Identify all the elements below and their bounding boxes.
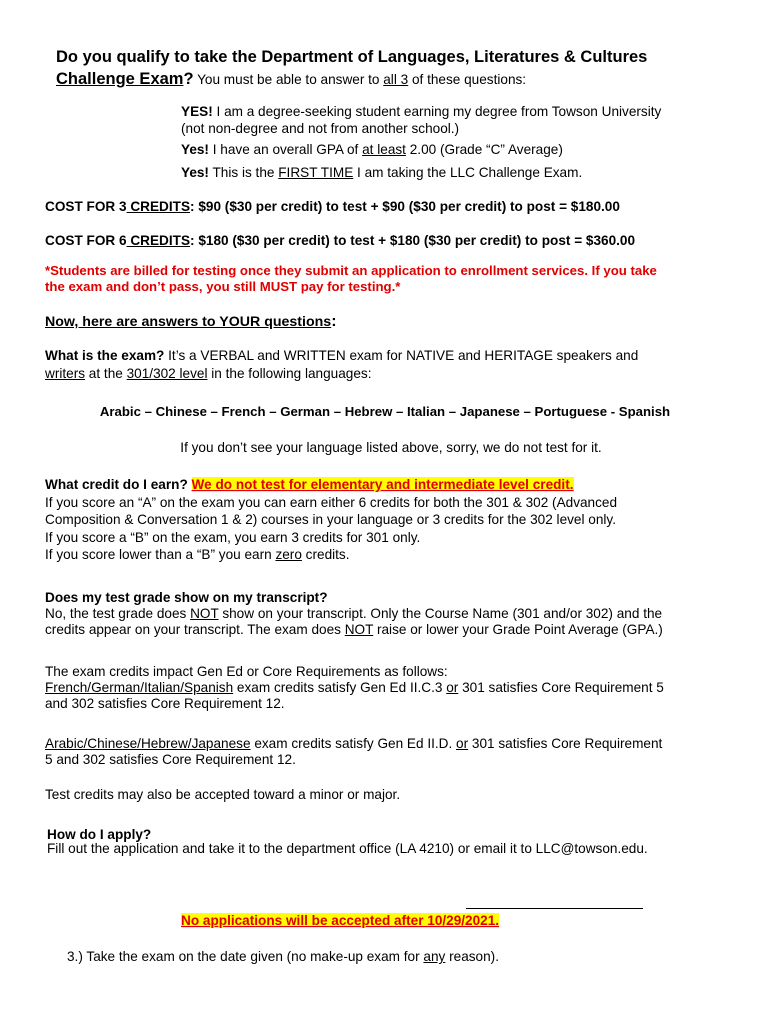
- transcript-question: [45, 590, 328, 605]
- step-3: [67, 949, 499, 964]
- signature-line: [466, 908, 643, 909]
- transcript-not-2: NOT: [344, 622, 374, 637]
- qualification-yes-1: [181, 104, 661, 119]
- exam-answer-1: It’s a VERBAL and WRITTEN exam for NATIVE and HERITAGE speakers and: [164, 348, 639, 363]
- credit-question: [45, 477, 574, 492]
- exam-at-the: at the: [85, 366, 127, 381]
- transcript-text-2b: raise or lower your Grade Point Average (GPA.): [373, 622, 663, 637]
- step-3-any: any: [423, 949, 446, 964]
- transcript-not-1: NOT: [190, 606, 219, 621]
- apply-question-label: How do I apply?: [47, 827, 152, 842]
- title-tail-underlined: all 3: [383, 72, 409, 87]
- exam-question-label: What is the exam?: [45, 348, 165, 363]
- warning-text-2: the exam and don’t pass, you still MUST pay for testing.*: [45, 279, 401, 294]
- transcript-question-label: Does my test grade show on my transcript?: [45, 590, 328, 605]
- yes3-text-a: This is the: [208, 165, 279, 180]
- exam-writers: writers: [45, 366, 86, 381]
- credit-line-2: [45, 512, 616, 527]
- title-line-2: [56, 70, 526, 89]
- gened-group-1-languages: French/German/Italian/Spanish: [45, 680, 234, 695]
- gened-group-1-a: exam credits satisfy Gen Ed II.C.3: [233, 680, 447, 695]
- credit-line-1: [45, 495, 617, 510]
- yes-label: Yes!: [181, 142, 209, 157]
- transcript-line-2: [45, 622, 663, 637]
- cost6-a: COST FOR 6: [45, 233, 127, 248]
- yes3-underlined: FIRST TIME: [278, 165, 354, 180]
- exam-question: [45, 348, 638, 363]
- answers-heading-colon: :: [331, 313, 337, 330]
- yes-label: Yes!: [181, 165, 209, 180]
- yes-label: YES!: [181, 104, 213, 119]
- title-challenge-exam: Challenge Exam: [56, 70, 184, 88]
- answers-heading-text: Now, here are answers to YOUR questions: [45, 314, 332, 330]
- cost3-credits-underlined: CREDITS: [126, 199, 191, 214]
- apply-question: [47, 827, 151, 842]
- title-line-1: Do you qualify to take the Department of Languages, Literatures & Cultures: [56, 48, 648, 66]
- step-3-b: reason).: [445, 949, 499, 964]
- gened-group-1-line-2: [45, 696, 285, 711]
- yes2-underlined: at least: [362, 142, 406, 157]
- deadline-text: No applications will be accepted after 10/29/2021.: [181, 913, 500, 928]
- billing-warning-line-2: [45, 279, 400, 294]
- cost3-a: COST FOR 3: [45, 199, 127, 214]
- cost3-b: : $90 ($30 per credit) to test + $90 ($30 per credit) to post = $180.00: [190, 199, 620, 214]
- gened-group-2-or: or: [456, 736, 469, 751]
- no-language-text: If you don’t see your language listed above, sorry, we do not test for it.: [180, 440, 602, 455]
- cost-3-credits: [45, 199, 620, 214]
- credit-text-3: If you score a “B” on the exam, you earn 3 credits for 301 only.: [45, 530, 421, 545]
- yes2-text-a: I have an overall GPA of: [208, 142, 363, 157]
- credit-line-4: [45, 547, 350, 562]
- credit-text-4b: credits.: [301, 547, 350, 562]
- gened-group-2-a: exam credits satisfy Gen Ed II.D.: [250, 736, 457, 751]
- billing-warning-line-1: [45, 263, 657, 278]
- gened-group-2-languages: Arabic/Chinese/Hebrew/Japanese: [45, 736, 251, 751]
- credit-question-label: What credit do I earn?: [45, 477, 188, 492]
- cost-6-credits: [45, 233, 635, 248]
- gened-group-1: [45, 680, 664, 695]
- page-title: [56, 48, 647, 67]
- warning-text-1: *Students are billed for testing once they submit an application to enrollment services. If you take: [45, 263, 657, 278]
- exam-answer-line-2: [45, 366, 371, 381]
- title-tail-a: You must be able to answer to: [193, 72, 384, 87]
- credit-text-4a: If you score lower than a “B” you earn: [45, 547, 276, 562]
- title-tail-b: of these questions:: [408, 72, 527, 87]
- gened-group-1-l2: and 302 satisfies Core Requirement 12.: [45, 696, 285, 711]
- gened-intro-text: The exam credits impact Gen Ed or Core Requirements as follows:: [45, 664, 448, 679]
- minor-note-text: Test credits may also be accepted toward a minor or major.: [45, 787, 401, 802]
- credit-line-3: [45, 530, 420, 545]
- gened-group-1-or: or: [446, 680, 459, 695]
- qualification-yes-1-cont: [181, 121, 459, 136]
- title-question-mark: ?: [183, 70, 194, 88]
- transcript-text-1b: show on your transcript. Only the Course Name (301 and/or 302) and the: [218, 606, 663, 621]
- deadline-notice: [181, 913, 499, 928]
- languages-text: Arabic – Chinese – French – German – Hebrew – Italian – Japanese – Portuguese - Spanish: [99, 404, 671, 419]
- gened-group-2-b: 301 satisfies Core Requirement: [468, 736, 663, 751]
- apply-instructions: [47, 841, 648, 856]
- yes2-text-b: 2.00 (Grade “C” Average): [405, 142, 563, 157]
- exam-answer-2-tail: in the following languages:: [207, 366, 372, 381]
- credit-text-1: If you score an “A” on the exam you can earn either 6 credits for both the 301 & 302 (Advanced: [45, 495, 618, 510]
- cost6-b: : $180 ($30 per credit) to test + $180 ($30 per credit) to post = $360.00: [190, 233, 636, 248]
- yes3-text-b: I am taking the LLC Challenge Exam.: [353, 165, 583, 180]
- credit-text-2: Composition & Conversation 1 & 2) courses in your language or 3 credits for the 302 level only.: [45, 512, 616, 527]
- gened-group-1-b: 301 satisfies Core Requirement 5: [458, 680, 664, 695]
- gened-group-2-l2: 5 and 302 satisfies Core Requirement 12.: [45, 752, 296, 767]
- transcript-text-1a: No, the test grade does: [45, 606, 191, 621]
- transcript-line-1: [45, 606, 662, 621]
- yes1-text: I am a degree-seeking student earning my degree from Towson University: [212, 104, 662, 119]
- step-3-a: 3.) Take the exam on the date given (no make-up exam for: [67, 949, 424, 964]
- apply-instructions-text: Fill out the application and take it to the department office (LA 4210) or email it to LLC@towson.edu.: [47, 841, 648, 856]
- qualification-yes-3: [181, 165, 582, 180]
- gened-group-2-line-2: [45, 752, 296, 767]
- gened-group-2: [45, 736, 662, 751]
- qualification-yes-2: [181, 142, 563, 157]
- gened-intro: [45, 664, 448, 679]
- languages-list: [0, 404, 770, 419]
- yes1-text-2: (not non-degree and not from another school.): [181, 121, 460, 136]
- answers-heading: [45, 313, 337, 331]
- credit-highlight: We do not test for elementary and intermediate level credit.: [191, 477, 574, 492]
- credit-space: [188, 477, 192, 492]
- transcript-text-2a: credits appear on your transcript. The exam does: [45, 622, 345, 637]
- minor-note: [45, 787, 400, 802]
- no-language-note: [0, 440, 770, 455]
- exam-level: 301/302 level: [126, 366, 208, 381]
- cost6-credits-underlined: CREDITS: [126, 233, 191, 248]
- credit-zero: zero: [275, 547, 302, 562]
